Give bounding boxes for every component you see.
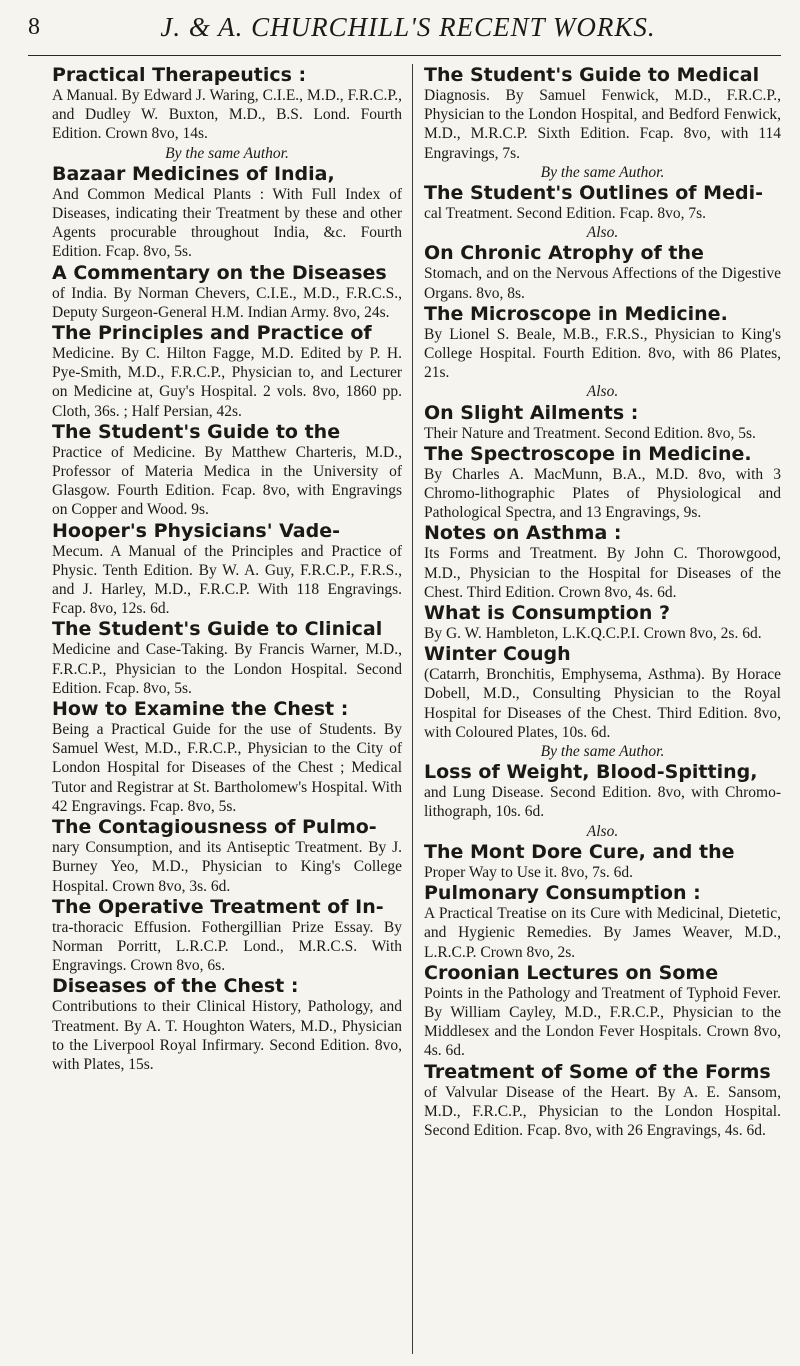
entry-description: Medicine and Case-Taking. By Francis Warner, M.D., F.R.C.P., Physician to the London Hospital. Second Edition. Fcap. 8vo, 5s. bbox=[52, 641, 402, 697]
entry-title: The Microscope in Medicine. bbox=[424, 302, 728, 325]
entry-description: Contributions to their Clinical History, Pathology, and Treatment. By A. T. Houghton Waters, M.D., Physician to the Liverpool Royal Infirmary. Second Edition. 8vo, with Plates, 15s. bbox=[52, 998, 402, 1073]
catalogue-entry bbox=[424, 643, 781, 761]
header-rule bbox=[28, 55, 781, 56]
entry-description: of Valvular Disease of the Heart. By A. E. Sansom, M.D., F.R.C.P., Physician to the London Hospital. Second Edition. Fcap. 8vo, with 26 Engravings, 4s. 6d. bbox=[424, 1083, 781, 1139]
right-column bbox=[424, 64, 781, 1140]
entry-title: Winter Cough bbox=[424, 643, 571, 666]
entry-description: Diagnosis. By Samuel Fenwick, M.D., F.R.C.P., Physician to the London Hospital, and Bedford Fenwick, M.D., M.R.C.P. Sixth Edition. Fcap. 8vo, with 114 Engravings, 7s. bbox=[424, 87, 781, 162]
catalogue-entry bbox=[424, 522, 781, 602]
entry-title: What is Consumption ? bbox=[424, 602, 671, 625]
entry-description: Its Forms and Treatment. By John C. Thorowgood, M.D., Physician to the Hospital for Diseases of the Chest. Third Edition. Crown 8vo, 4s. 6d. bbox=[424, 545, 781, 601]
entry-description: A Manual. By Edward J. Waring, C.I.E., M.D., F.R.C.P., and Dudley W. Buxton, M.D., B.S. Lond. Fourth Edition. Crown 8vo, 14s. bbox=[52, 87, 402, 143]
catalogue-entry bbox=[424, 882, 781, 962]
left-column bbox=[52, 64, 402, 1074]
entry-title: Bazaar Medicines of India, bbox=[52, 162, 335, 185]
entry-description: Their Nature and Treatment. Second Edition. 8vo, 5s. bbox=[424, 424, 756, 442]
catalogue-entry bbox=[52, 975, 402, 1074]
entry-title: The Student's Guide to the bbox=[52, 420, 341, 443]
entry-title: A Commentary on the Diseases bbox=[52, 261, 387, 284]
entry-description: And Common Medical Plants : With Full Index of Diseases, indicating their Treatment by these and other Agents procurable throughout India, &c. Fourth Edition. Fcap. 8vo, 5s. bbox=[52, 185, 402, 261]
page-number: 8 bbox=[28, 14, 40, 40]
catalogue-entry bbox=[52, 262, 402, 322]
page-header bbox=[28, 8, 788, 48]
entry-note: By the same Author. bbox=[540, 163, 665, 181]
column-divider bbox=[412, 64, 413, 1354]
entry-title: The Student's Guide to Medical bbox=[424, 64, 760, 86]
entry-title: The Operative Treatment of In- bbox=[52, 895, 384, 918]
catalogue-entry bbox=[52, 698, 402, 816]
entry-description: cal Treatment. Second Edition. Fcap. 8vo, 7s. bbox=[424, 205, 706, 223]
catalogue-entry bbox=[424, 1061, 781, 1141]
entry-title: On Slight Ailments : bbox=[424, 401, 639, 424]
entry-description: of India. By Norman Chevers, C.I.E., M.D., F.R.C.S., Deputy Surgeon-General H.M. Indian Army. 8vo, 24s. bbox=[52, 284, 402, 321]
catalogue-entry bbox=[52, 421, 402, 520]
entry-description: By Lionel S. Beale, M.B., F.R.S., Physician to King's College Hospital. Fourth Edition. 8vo, with 86 Plates, 21s. bbox=[424, 325, 781, 382]
entry-title: Loss of Weight, Blood-Spitting, bbox=[424, 761, 758, 784]
entry-title: The Contagiousness of Pulmo- bbox=[52, 816, 377, 839]
entry-description: and Lung Disease. Second Edition. 8vo, with Chromo-lithograph, 10s. 6d. bbox=[424, 784, 781, 821]
entry-description: By G. W. Hambleton, L.K.Q.C.P.I. Crown 8vo, 2s. 6d. bbox=[424, 625, 762, 643]
entry-title: On Chronic Atrophy of the bbox=[424, 242, 704, 265]
catalogue-entry bbox=[424, 602, 781, 643]
entry-title: Notes on Asthma : bbox=[424, 522, 622, 545]
entry-note: Also. bbox=[586, 822, 619, 840]
catalogue-entry bbox=[52, 322, 402, 421]
entry-title: The Student's Guide to Clinical bbox=[52, 618, 383, 641]
catalogue-entry bbox=[52, 618, 402, 698]
entry-note: By the same Author. bbox=[165, 144, 289, 162]
entry-description: Being a Practical Guide for the use of Students. By Samuel West, M.D., F.R.C.P., Physician to the City of London Hospital for Diseases of the Chest ; Medical Tutor and Registrar at St. Bartholomew's Hospital. With 42 Engravings. Fcap. 8vo, 5s. bbox=[52, 721, 402, 815]
catalogue-entry bbox=[424, 242, 781, 302]
entry-title: Pulmonary Consumption : bbox=[424, 882, 701, 905]
catalogue-entry bbox=[424, 841, 781, 882]
catalogue-entry bbox=[52, 816, 402, 896]
entry-note: Also. bbox=[586, 224, 619, 242]
catalogue-entry bbox=[424, 182, 781, 242]
entry-description: Proper Way to Use it. 8vo, 7s. 6d. bbox=[424, 863, 633, 881]
running-title: J. & A. CHURCHILL'S RECENT WORKS. bbox=[160, 12, 656, 42]
catalogue-entry bbox=[424, 402, 781, 443]
entry-description: By Charles A. MacMunn, B.A., M.D. 8vo, with 3 Chromo-lithographic Plates of Physiological and Pathological Spectra, and 13 Engravings, 9s. bbox=[424, 465, 781, 522]
catalogue-entry bbox=[424, 443, 781, 523]
entry-description: (Catarrh, Bronchitis, Emphysema, Asthma). By Horace Dobell, M.D., Consulting Physician to the Royal Hospital for Diseases of the Chest. Third Edition. 8vo, with Coloured Plates, 10s. 6d. bbox=[424, 666, 781, 741]
catalogue-entry bbox=[424, 64, 781, 182]
entry-note: Also. bbox=[586, 383, 619, 401]
entry-title: Treatment of Some of the Forms bbox=[424, 1060, 771, 1083]
entry-description: Mecum. A Manual of the Principles and Practice of Physic. Tenth Edition. By W. A. Guy, F.R.C.P., F.R.S., and J. Harley, M.D., F.R.C.P. With 118 Engravings. Fcap. 8vo, 12s. 6d. bbox=[52, 542, 402, 618]
catalogue-entry bbox=[52, 520, 402, 619]
entry-description: nary Consumption, and its Antiseptic Treatment. By J. Burney Yeo, M.D., Physician to King's College Hospital. Crown 8vo, 3s. 6d. bbox=[52, 839, 402, 895]
entry-title: The Mont Dore Cure, and the bbox=[424, 840, 735, 863]
entry-description: Medicine. By C. Hilton Fagge, M.D. Edited by P. H. Pye-Smith, M.D., F.R.C.P., Physician to, and Lecturer on Medicine at, Guy's Hospital. 2 vols. 8vo, 1860 pp. Cloth, 36s. ; Half Persian, 42s. bbox=[52, 345, 402, 420]
entry-title: The Principles and Practice of bbox=[52, 322, 372, 345]
entry-note: By the same Author. bbox=[540, 743, 665, 761]
entry-description: Points in the Pathology and Treatment of Typhoid Fever. By William Cayley, M.D., F.R.C.P., Physician to the Middlesex and the London Fever Hospitals. Crown 8vo, 4s. 6d. bbox=[424, 984, 781, 1060]
catalogue-entry bbox=[424, 962, 781, 1061]
entry-title: Diseases of the Chest : bbox=[52, 975, 299, 998]
catalogue-entry bbox=[52, 163, 402, 262]
entry-title: Hooper's Physicians' Vade- bbox=[52, 519, 340, 542]
entry-description: Stomach, and on the Nervous Affections of the Digestive Organs. 8vo, 8s. bbox=[424, 265, 781, 302]
catalogue-entry bbox=[424, 303, 781, 402]
catalogue-entry bbox=[52, 64, 402, 163]
entry-description: A Practical Treatise on its Cure with Medicinal, Dietetic, and Hygienic Remedies. By James Weaver, M.D., L.R.C.P. Crown 8vo, 2s. bbox=[424, 905, 781, 961]
entry-description: Practice of Medicine. By Matthew Charteris, M.D., Professor of Materia Medica in the University of Glasgow. Fourth Edition. Fcap. 8vo, with Engravings on Copper and Wood. 9s. bbox=[52, 443, 402, 519]
entry-title: How to Examine the Chest : bbox=[52, 698, 349, 721]
entry-description: tra-thoracic Effusion. Fothergillian Prize Essay. By Norman Porritt, L.R.C.P. Lond., M.R.C.S. With Engravings. Crown 8vo, 6s. bbox=[52, 918, 402, 975]
entry-title: Croonian Lectures on Some bbox=[424, 961, 719, 984]
catalogue-entry bbox=[52, 896, 402, 976]
catalogue-entry bbox=[424, 761, 781, 841]
entry-title: Practical Therapeutics : bbox=[52, 64, 307, 86]
entry-title: The Student's Outlines of Medi- bbox=[424, 182, 763, 205]
entry-title: The Spectroscope in Medicine. bbox=[424, 442, 752, 465]
